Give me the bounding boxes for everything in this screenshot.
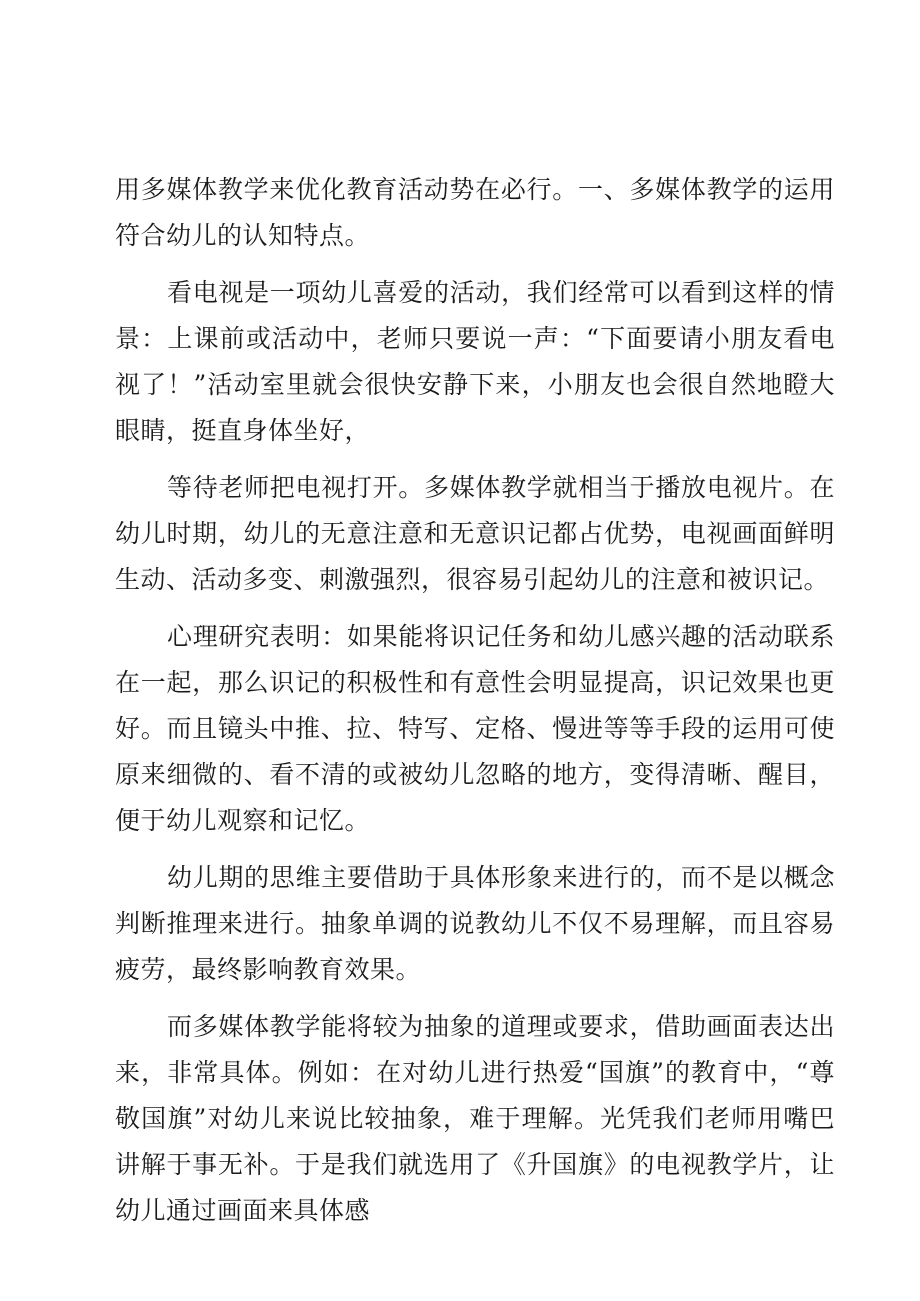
paragraph-3: 等待老师把电视打开。多媒体教学就相当于播放电视片。在幼儿时期，幼儿的无意注意和无意识记都占优势，电视画面鲜明生动、活动多变、刺激强烈，很容易引起幼儿的注意和被识记。 [115, 473, 835, 594]
paragraph-1: 用多媒体教学来优化教育活动势在必行。一、多媒体教学的运用符合幼儿的认知特点。 [115, 175, 835, 250]
document-body [115, 167, 835, 1245]
paragraph-4: 心理研究表明：如果能将识记任务和幼儿感兴趣的活动联系在一起，那么识记的积极性和有意性会明显提高，识记效果也更好。而且镜头中推、拉、特写、定格、慢进等等手段的运用可使原来细微的、看不清的或被幼儿忽略的地方，变得清晰、醒目，便于幼儿观察和记忆。 [115, 622, 835, 835]
paragraph-5: 幼儿期的思维主要借助于具体形象来进行的，而不是以概念判断推理来进行。抽象单调的说教幼儿不仅不易理解，而且容易疲劳，最终影响教育效果。 [115, 863, 835, 984]
paragraph-6: 而多媒体教学能将较为抽象的道理或要求，借助画面表达出来，非常具体。例如：在对幼儿进行热爱“国旗”的教育中，“尊敬国旗”对幼儿来说比较抽象，难于理解。光凭我们老师用嘴巴讲解于事无补。于是我们就选用了《升国旗》的电视教学片，让幼儿通过画面来具体感 [115, 1012, 835, 1225]
paragraph-2: 看电视是一项幼儿喜爱的活动，我们经常可以看到这样的情景：上课前或活动中，老师只要说一声：“下面要请小朋友看电视了！”活动室里就会很快安静下来，小朋友也会很自然地瞪大眼睛，挺直身体坐好， [115, 278, 835, 445]
